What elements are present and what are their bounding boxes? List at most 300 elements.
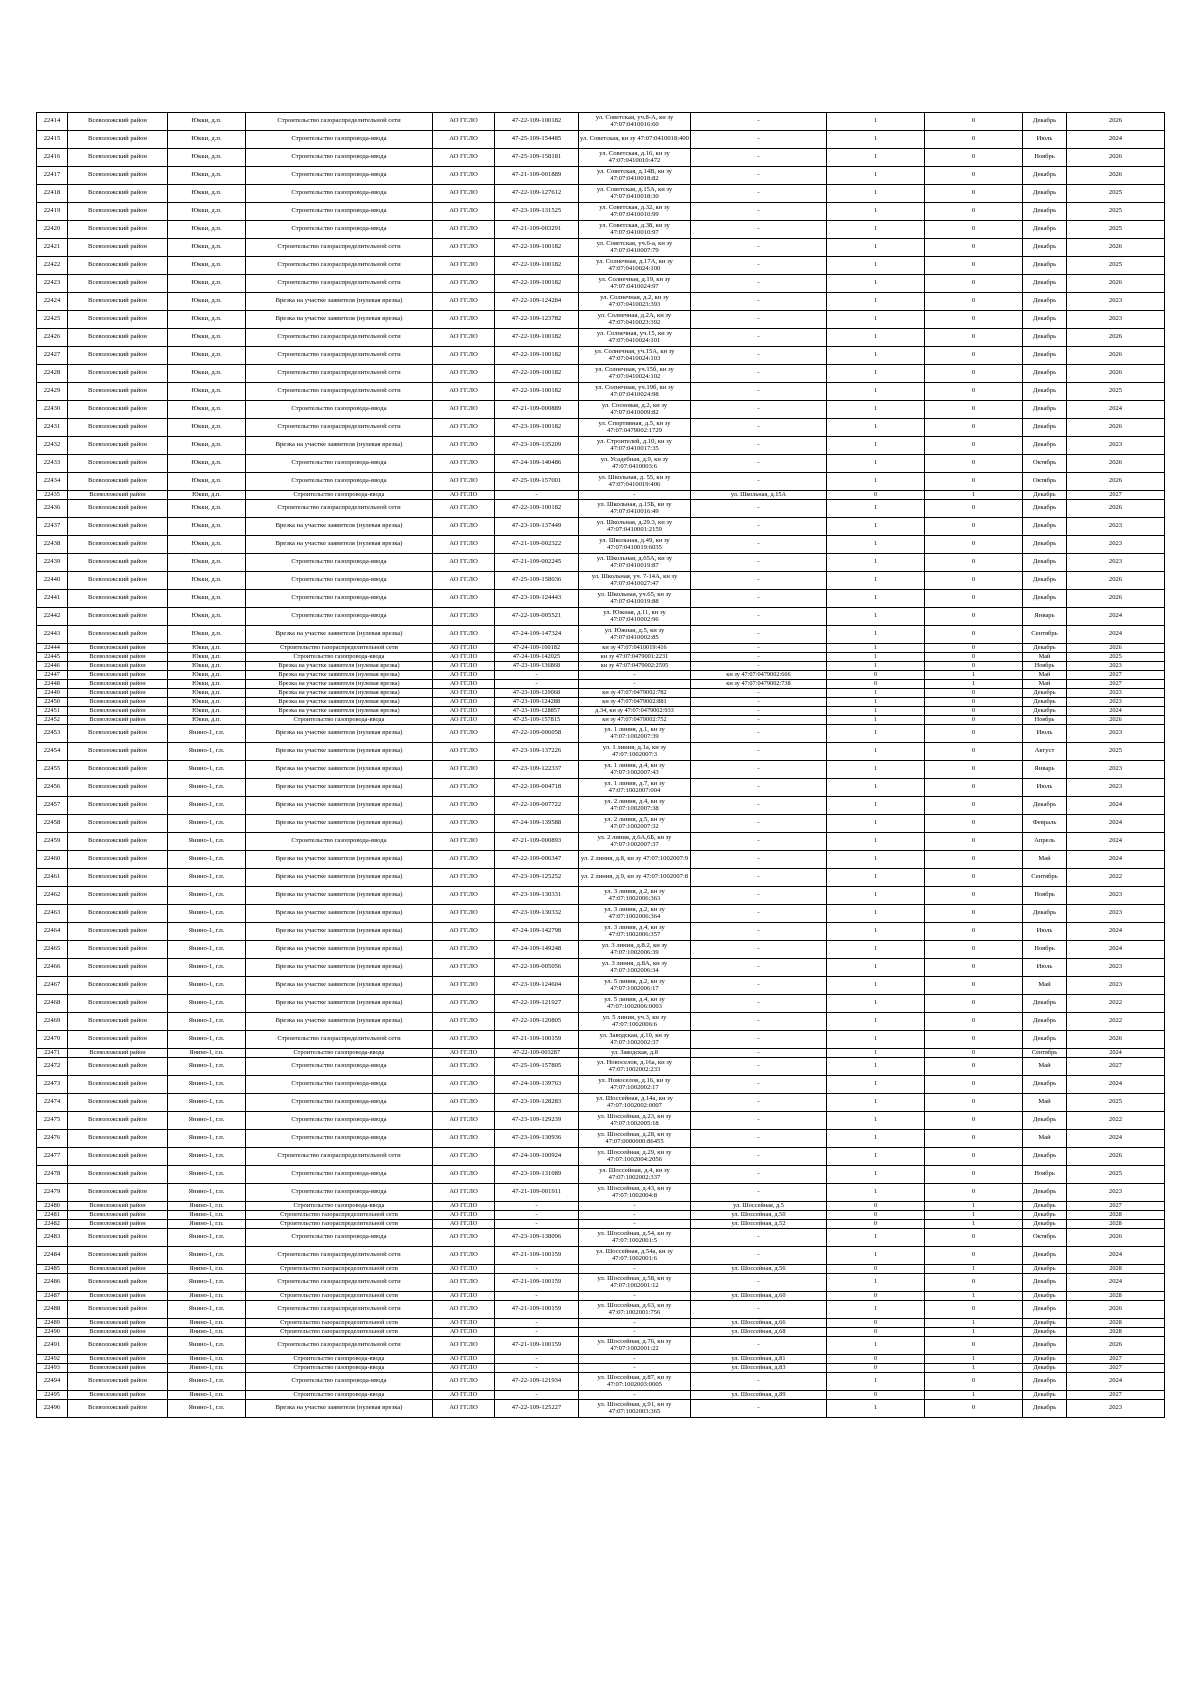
month-cell: Июль	[1023, 923, 1067, 941]
application-code-cell: 47-24-109-100182	[495, 644, 579, 653]
month-cell: Декабрь	[1023, 1076, 1067, 1094]
application-code-cell: 47-24-109-140486	[495, 455, 579, 473]
month-cell: Декабрь	[1023, 383, 1067, 401]
count-b-cell: 0	[925, 1031, 1023, 1049]
row-number: 22472	[37, 1058, 68, 1076]
planned-address-cell: -	[691, 203, 827, 221]
application-code-cell: 47-22-109-123782	[495, 311, 579, 329]
planned-address-cell: ул. Шоссейная, д.50	[691, 1211, 827, 1220]
application-code-cell: 47-22-109-100182	[495, 500, 579, 518]
row-number: 22464	[37, 923, 68, 941]
work-type-cell: Строительство газопровода-ввода	[246, 1202, 433, 1211]
row-number: 22458	[37, 815, 68, 833]
application-code-cell: 47-24-109-147324	[495, 626, 579, 644]
cadastral-address-cell: ул. Советская, кн зу 47:07:0410018:400	[579, 131, 691, 149]
settlement-cell: Янино-1, г.п.	[168, 1265, 246, 1274]
work-type-cell: Строительство газопровода-ввода	[246, 473, 433, 491]
organization-cell: АО ГГ.ЛО	[433, 113, 495, 131]
planned-address-cell: -	[691, 1337, 827, 1355]
count-b-cell: 0	[925, 995, 1023, 1013]
month-cell: Декабрь	[1023, 1328, 1067, 1337]
organization-cell: АО ГГ.ЛО	[433, 797, 495, 815]
month-cell: Декабрь	[1023, 698, 1067, 707]
application-code-cell: 47-22-109-127612	[495, 185, 579, 203]
year-cell: 2026	[1067, 1031, 1165, 1049]
year-cell: 2028	[1067, 1319, 1165, 1328]
organization-cell: АО ГГ.ЛО	[433, 419, 495, 437]
work-type-cell: Строительство газораспределительной сети	[246, 1031, 433, 1049]
row-number: 22481	[37, 1211, 68, 1220]
organization-cell: АО ГГ.ЛО	[433, 311, 495, 329]
cadastral-address-cell: -	[579, 1391, 691, 1400]
row-number: 22441	[37, 590, 68, 608]
count-a-cell: 1	[827, 311, 925, 329]
year-cell: 2024	[1067, 1076, 1165, 1094]
planned-address-cell: -	[691, 590, 827, 608]
planned-address-cell: -	[691, 239, 827, 257]
cadastral-address-cell: ул. Шоссейная, д.4, кн зу 47:07:1002002:337	[579, 1166, 691, 1184]
organization-cell: АО ГГ.ЛО	[433, 959, 495, 977]
planned-address-cell: -	[691, 185, 827, 203]
cadastral-address-cell: ул. Солнечная, д.2А, кн зу 47:07:0410023:392	[579, 311, 691, 329]
month-cell: Декабрь	[1023, 329, 1067, 347]
count-b-cell: 0	[925, 455, 1023, 473]
settlement-cell: Юкки, д.п.	[168, 311, 246, 329]
table-row	[37, 1202, 1165, 1211]
count-b-cell: 0	[925, 1229, 1023, 1247]
count-b-cell: 0	[925, 1247, 1023, 1265]
year-cell: 2024	[1067, 1247, 1165, 1265]
month-cell: Ноябрь	[1023, 941, 1067, 959]
row-number: 22491	[37, 1337, 68, 1355]
work-type-cell: Строительство газораспределительной сети	[246, 329, 433, 347]
row-number: 22494	[37, 1373, 68, 1391]
application-code-cell: 47-25-109-157815	[495, 716, 579, 725]
planned-address-cell: -	[691, 518, 827, 536]
month-cell: Декабрь	[1023, 1364, 1067, 1373]
work-type-cell: Строительство газопровода-ввода	[246, 653, 433, 662]
year-cell: 2024	[1067, 626, 1165, 644]
district-cell: Всеволожский район	[68, 905, 168, 923]
work-type-cell: Строительство газораспределительной сети	[246, 1292, 433, 1301]
cadastral-address-cell: -	[579, 1202, 691, 1211]
application-code-cell: -	[495, 1265, 579, 1274]
work-type-cell: Строительство газораспределительной сети	[246, 419, 433, 437]
application-code-cell: -	[495, 491, 579, 500]
planned-address-cell: -	[691, 923, 827, 941]
planned-address-cell: -	[691, 779, 827, 797]
count-a-cell: 1	[827, 707, 925, 716]
application-code-cell: 47-23-109-135209	[495, 437, 579, 455]
row-number: 22467	[37, 977, 68, 995]
count-a-cell: 1	[827, 662, 925, 671]
application-code-cell: 47-23-109-124288	[495, 698, 579, 707]
settlement-cell: Янино-1, г.п.	[168, 815, 246, 833]
district-cell: Всеволожский район	[68, 1076, 168, 1094]
year-cell: 2025	[1067, 1166, 1165, 1184]
planned-address-cell: -	[691, 1031, 827, 1049]
table-row	[37, 473, 1165, 491]
table-row	[37, 554, 1165, 572]
settlement-cell: Юкки, д.п.	[168, 149, 246, 167]
planned-address-cell: -	[691, 275, 827, 293]
count-a-cell: 1	[827, 626, 925, 644]
planned-address-cell: ул. Шоссейная, д.5	[691, 1202, 827, 1211]
table-row	[37, 1013, 1165, 1031]
year-cell: 2023	[1067, 437, 1165, 455]
district-cell: Всеволожский район	[68, 1265, 168, 1274]
cadastral-address-cell: ул. Шоссейная, д.87, кн зу 47:07:1002003:0005	[579, 1373, 691, 1391]
work-type-cell: Строительство газопровода-ввода	[246, 554, 433, 572]
row-number: 22417	[37, 167, 68, 185]
count-a-cell: 1	[827, 365, 925, 383]
application-code-cell: 47-23-109-128283	[495, 1094, 579, 1112]
year-cell: 2022	[1067, 995, 1165, 1013]
work-type-cell: Врезка на участке заявителя (нулевая врезка)	[246, 923, 433, 941]
month-cell: Декабрь	[1023, 437, 1067, 455]
district-cell: Всеволожский район	[68, 455, 168, 473]
application-code-cell: -	[495, 1202, 579, 1211]
district-cell: Всеволожский район	[68, 1058, 168, 1076]
planned-address-cell: -	[691, 1013, 827, 1031]
cadastral-address-cell: кн зу 47:07:0479002:782	[579, 689, 691, 698]
year-cell: 2028	[1067, 1211, 1165, 1220]
organization-cell: АО ГГ.ЛО	[433, 941, 495, 959]
year-cell: 2023	[1067, 554, 1165, 572]
year-cell: 2024	[1067, 401, 1165, 419]
count-b-cell: 0	[925, 347, 1023, 365]
row-number: 22438	[37, 536, 68, 554]
table-row	[37, 419, 1165, 437]
month-cell: Декабрь	[1023, 1202, 1067, 1211]
table-row	[37, 1166, 1165, 1184]
count-b-cell: 0	[925, 1058, 1023, 1076]
table-row	[37, 1319, 1165, 1328]
count-a-cell: 1	[827, 1130, 925, 1148]
district-cell: Всеволожский район	[68, 572, 168, 590]
month-cell: Май	[1023, 680, 1067, 689]
table-row	[37, 608, 1165, 626]
cadastral-address-cell: ул. Солнечная, уч.19б, кн зу 47:07:0410024:98	[579, 383, 691, 401]
month-cell: Декабрь	[1023, 500, 1067, 518]
district-cell: Всеволожский район	[68, 1337, 168, 1355]
cadastral-address-cell: ул. 1 линия, д.7, кн зу 47:07:1002007:004	[579, 779, 691, 797]
month-cell: Июль	[1023, 959, 1067, 977]
table-row	[37, 1058, 1165, 1076]
cadastral-address-cell: -	[579, 1364, 691, 1373]
application-code-cell: 47-22-109-121927	[495, 995, 579, 1013]
work-type-cell: Врезка на участке заявителя (нулевая врезка)	[246, 977, 433, 995]
year-cell: 2027	[1067, 680, 1165, 689]
count-b-cell: 0	[925, 257, 1023, 275]
planned-address-cell: ул. Школьная, д.15А	[691, 491, 827, 500]
count-a-cell: 1	[827, 797, 925, 815]
planned-address-cell: -	[691, 113, 827, 131]
table-row	[37, 1337, 1165, 1355]
district-cell: Всеволожский район	[68, 500, 168, 518]
work-type-cell: Врезка на участке заявителя (нулевая врезка)	[246, 959, 433, 977]
year-cell: 2026	[1067, 113, 1165, 131]
district-cell: Всеволожский район	[68, 1202, 168, 1211]
month-cell: Декабрь	[1023, 995, 1067, 1013]
cadastral-address-cell: -	[579, 671, 691, 680]
planned-address-cell: -	[691, 536, 827, 554]
count-b-cell: 0	[925, 797, 1023, 815]
district-cell: Всеволожский район	[68, 329, 168, 347]
month-cell: Декабрь	[1023, 1274, 1067, 1292]
planned-address-cell: -	[691, 761, 827, 779]
planned-address-cell: -	[691, 905, 827, 923]
year-cell: 2028	[1067, 1328, 1165, 1337]
planned-address-cell: -	[691, 149, 827, 167]
work-type-cell: Строительство газопровода-ввода	[246, 401, 433, 419]
work-type-cell: Врезка на участке заявителя (нулевая врезка)	[246, 869, 433, 887]
row-number: 22483	[37, 1229, 68, 1247]
organization-cell: АО ГГ.ЛО	[433, 1202, 495, 1211]
organization-cell: АО ГГ.ЛО	[433, 1247, 495, 1265]
district-cell: Всеволожский район	[68, 383, 168, 401]
cadastral-address-cell: -	[579, 1292, 691, 1301]
cadastral-address-cell: кн зу 47:07:0479002:752	[579, 716, 691, 725]
planned-address-cell: -	[691, 293, 827, 311]
settlement-cell: Янино-1, г.п.	[168, 1130, 246, 1148]
row-number: 22459	[37, 833, 68, 851]
cadastral-address-cell: ул. Шоссейная, д.23, кн зу 47:07:1002005:18	[579, 1112, 691, 1130]
cadastral-address-cell: ул. 2 линия, д.5, кн зу 47:07:1002007:32	[579, 815, 691, 833]
settlement-cell: Янино-1, г.п.	[168, 743, 246, 761]
count-b-cell: 0	[925, 293, 1023, 311]
month-cell: Май	[1023, 671, 1067, 680]
organization-cell: АО ГГ.ЛО	[433, 815, 495, 833]
row-number: 22442	[37, 608, 68, 626]
table-row	[37, 1211, 1165, 1220]
application-code-cell: 47-21-109-003291	[495, 221, 579, 239]
cadastral-address-cell: ул. Солнечная, д.17А, кн зу 47:07:0410024:100	[579, 257, 691, 275]
planned-address-cell: -	[691, 869, 827, 887]
district-cell: Всеволожский район	[68, 1013, 168, 1031]
row-number: 22456	[37, 779, 68, 797]
district-cell: Всеволожский район	[68, 1211, 168, 1220]
application-code-cell: 47-21-109-002245	[495, 554, 579, 572]
settlement-cell: Янино-1, г.п.	[168, 1220, 246, 1229]
organization-cell: АО ГГ.ЛО	[433, 887, 495, 905]
month-cell: Январь	[1023, 761, 1067, 779]
count-b-cell: 0	[925, 941, 1023, 959]
settlement-cell: Янино-1, г.п.	[168, 1373, 246, 1391]
cadastral-address-cell: ул. Советская, д.38, кн зу 47:07:0410010:97	[579, 221, 691, 239]
district-cell: Всеволожский район	[68, 311, 168, 329]
organization-cell: АО ГГ.ЛО	[433, 365, 495, 383]
district-cell: Всеволожский район	[68, 1292, 168, 1301]
planned-address-cell: -	[691, 473, 827, 491]
settlement-cell: Янино-1, г.п.	[168, 1013, 246, 1031]
district-cell: Всеволожский район	[68, 1400, 168, 1418]
organization-cell: АО ГГ.ЛО	[433, 491, 495, 500]
settlement-cell: Янино-1, г.п.	[168, 1400, 246, 1418]
count-a-cell: 1	[827, 977, 925, 995]
count-b-cell: 0	[925, 1049, 1023, 1058]
settlement-cell: Янино-1, г.п.	[168, 1229, 246, 1247]
row-number: 22418	[37, 185, 68, 203]
month-cell: Декабрь	[1023, 1112, 1067, 1130]
count-a-cell: 1	[827, 716, 925, 725]
settlement-cell: Юкки, д.п.	[168, 473, 246, 491]
planned-address-cell: ул. Шоссейная, д.66	[691, 1319, 827, 1328]
table-row	[37, 149, 1165, 167]
work-type-cell: Строительство газопровода-ввода	[246, 1112, 433, 1130]
organization-cell: АО ГГ.ЛО	[433, 437, 495, 455]
work-type-cell: Врезка на участке заявителя (нулевая врезка)	[246, 311, 433, 329]
organization-cell: АО ГГ.ЛО	[433, 1148, 495, 1166]
table-row	[37, 1301, 1165, 1319]
settlement-cell: Юкки, д.п.	[168, 689, 246, 698]
table-row	[37, 401, 1165, 419]
row-number: 22484	[37, 1247, 68, 1265]
district-cell: Всеволожский район	[68, 1130, 168, 1148]
row-number: 22421	[37, 239, 68, 257]
planned-address-cell: -	[691, 941, 827, 959]
month-cell: Декабрь	[1023, 1337, 1067, 1355]
settlement-cell: Юкки, д.п.	[168, 518, 246, 536]
count-a-cell: 1	[827, 653, 925, 662]
count-b-cell: 0	[925, 716, 1023, 725]
organization-cell: АО ГГ.ЛО	[433, 1328, 495, 1337]
settlement-cell: Янино-1, г.п.	[168, 851, 246, 869]
count-a-cell: 1	[827, 1301, 925, 1319]
district-cell: Всеволожский район	[68, 608, 168, 626]
count-b-cell: 0	[925, 113, 1023, 131]
settlement-cell: Янино-1, г.п.	[168, 941, 246, 959]
organization-cell: АО ГГ.ЛО	[433, 671, 495, 680]
row-number: 22469	[37, 1013, 68, 1031]
cadastral-address-cell: ул. Шоссейная, д.76, кн зу 47:07:1002001:22	[579, 1337, 691, 1355]
count-b-cell: 0	[925, 977, 1023, 995]
count-b-cell: 1	[925, 1211, 1023, 1220]
year-cell: 2026	[1067, 275, 1165, 293]
organization-cell: АО ГГ.ЛО	[433, 149, 495, 167]
count-a-cell: 1	[827, 167, 925, 185]
row-number: 22492	[37, 1355, 68, 1364]
district-cell: Всеволожский район	[68, 779, 168, 797]
year-cell: 2028	[1067, 1265, 1165, 1274]
table-row	[37, 185, 1165, 203]
cadastral-address-cell: ул. Школьная, д.49, кн зу 47:07:0410019:6035	[579, 536, 691, 554]
district-cell: Всеволожский район	[68, 680, 168, 689]
cadastral-address-cell: -	[579, 1319, 691, 1328]
organization-cell: АО ГГ.ЛО	[433, 185, 495, 203]
application-code-cell: -	[495, 1292, 579, 1301]
month-cell: Июль	[1023, 779, 1067, 797]
district-cell: Всеволожский район	[68, 815, 168, 833]
year-cell: 2022	[1067, 1112, 1165, 1130]
cadastral-address-cell: -	[579, 1355, 691, 1364]
cadastral-address-cell: кн зу 47:07:0479002:2595	[579, 662, 691, 671]
month-cell: Декабрь	[1023, 905, 1067, 923]
district-cell: Всеволожский район	[68, 662, 168, 671]
table-row	[37, 518, 1165, 536]
work-type-cell: Строительство газопровода-ввода	[246, 221, 433, 239]
settlement-cell: Янино-1, г.п.	[168, 869, 246, 887]
row-number: 22415	[37, 131, 68, 149]
application-code-cell: 47-22-109-100182	[495, 275, 579, 293]
application-code-cell: 47-23-109-137226	[495, 743, 579, 761]
month-cell: Декабрь	[1023, 1211, 1067, 1220]
organization-cell: АО ГГ.ЛО	[433, 923, 495, 941]
count-b-cell: 0	[925, 1373, 1023, 1391]
count-b-cell: 0	[925, 905, 1023, 923]
count-b-cell: 0	[925, 869, 1023, 887]
work-type-cell: Строительство газопровода-ввода	[246, 833, 433, 851]
count-a-cell: 1	[827, 743, 925, 761]
planned-address-cell: -	[691, 851, 827, 869]
settlement-cell: Янино-1, г.п.	[168, 1076, 246, 1094]
count-a-cell: 1	[827, 1247, 925, 1265]
organization-cell: АО ГГ.ЛО	[433, 1166, 495, 1184]
cadastral-address-cell: ул. Школьная, д.29.3, кн зу 47:07:0410001:2159	[579, 518, 691, 536]
work-type-cell: Строительство газораспределительной сети	[246, 347, 433, 365]
district-cell: Всеволожский район	[68, 1031, 168, 1049]
year-cell: 2026	[1067, 455, 1165, 473]
table-row	[37, 1364, 1165, 1373]
cadastral-address-cell: ул. Заводская, д.8	[579, 1049, 691, 1058]
settlement-cell: Юкки, д.п.	[168, 257, 246, 275]
count-a-cell: 1	[827, 851, 925, 869]
organization-cell: АО ГГ.ЛО	[433, 725, 495, 743]
settlement-cell: Юкки, д.п.	[168, 329, 246, 347]
table-row	[37, 1184, 1165, 1202]
planned-address-cell: -	[691, 455, 827, 473]
settlement-cell: Юкки, д.п.	[168, 554, 246, 572]
year-cell: 2026	[1067, 590, 1165, 608]
table-row	[37, 626, 1165, 644]
settlement-cell: Янино-1, г.п.	[168, 1274, 246, 1292]
cadastral-address-cell: ул. Шоссейная, д.29, кн зу 47:07:1002004:2056	[579, 1148, 691, 1166]
planned-address-cell: -	[691, 329, 827, 347]
application-code-cell: 47-21-109-100159	[495, 1031, 579, 1049]
cadastral-address-cell: кн зу 47:07:0479001:2231	[579, 653, 691, 662]
count-b-cell: 1	[925, 1328, 1023, 1337]
count-a-cell: 1	[827, 644, 925, 653]
district-cell: Всеволожский район	[68, 923, 168, 941]
row-number: 22436	[37, 500, 68, 518]
settlement-cell: Юкки, д.п.	[168, 401, 246, 419]
row-number: 22489	[37, 1319, 68, 1328]
year-cell: 2026	[1067, 1148, 1165, 1166]
organization-cell: АО ГГ.ЛО	[433, 518, 495, 536]
table-row	[37, 437, 1165, 455]
count-a-cell: 1	[827, 554, 925, 572]
row-number: 22427	[37, 347, 68, 365]
table-row	[37, 869, 1165, 887]
year-cell: 2023	[1067, 887, 1165, 905]
planned-address-cell: -	[691, 500, 827, 518]
cadastral-address-cell: ул. Советская, д.14В, кн зу 47:07:0410018:82	[579, 167, 691, 185]
organization-cell: АО ГГ.ЛО	[433, 1400, 495, 1418]
count-a-cell: 1	[827, 590, 925, 608]
table-row	[37, 698, 1165, 707]
table-row	[37, 365, 1165, 383]
work-type-cell: Строительство газопровода-ввода	[246, 572, 433, 590]
application-code-cell: 47-21-109-002322	[495, 536, 579, 554]
table-row	[37, 257, 1165, 275]
district-cell: Всеволожский район	[68, 491, 168, 500]
district-cell: Всеволожский район	[68, 419, 168, 437]
table-row	[37, 203, 1165, 221]
count-a-cell: 1	[827, 149, 925, 167]
cadastral-address-cell: ул. Солнечная, уч.15б, кн зу 47:07:0410024:102	[579, 365, 691, 383]
row-number: 22424	[37, 293, 68, 311]
count-a-cell: 1	[827, 1094, 925, 1112]
